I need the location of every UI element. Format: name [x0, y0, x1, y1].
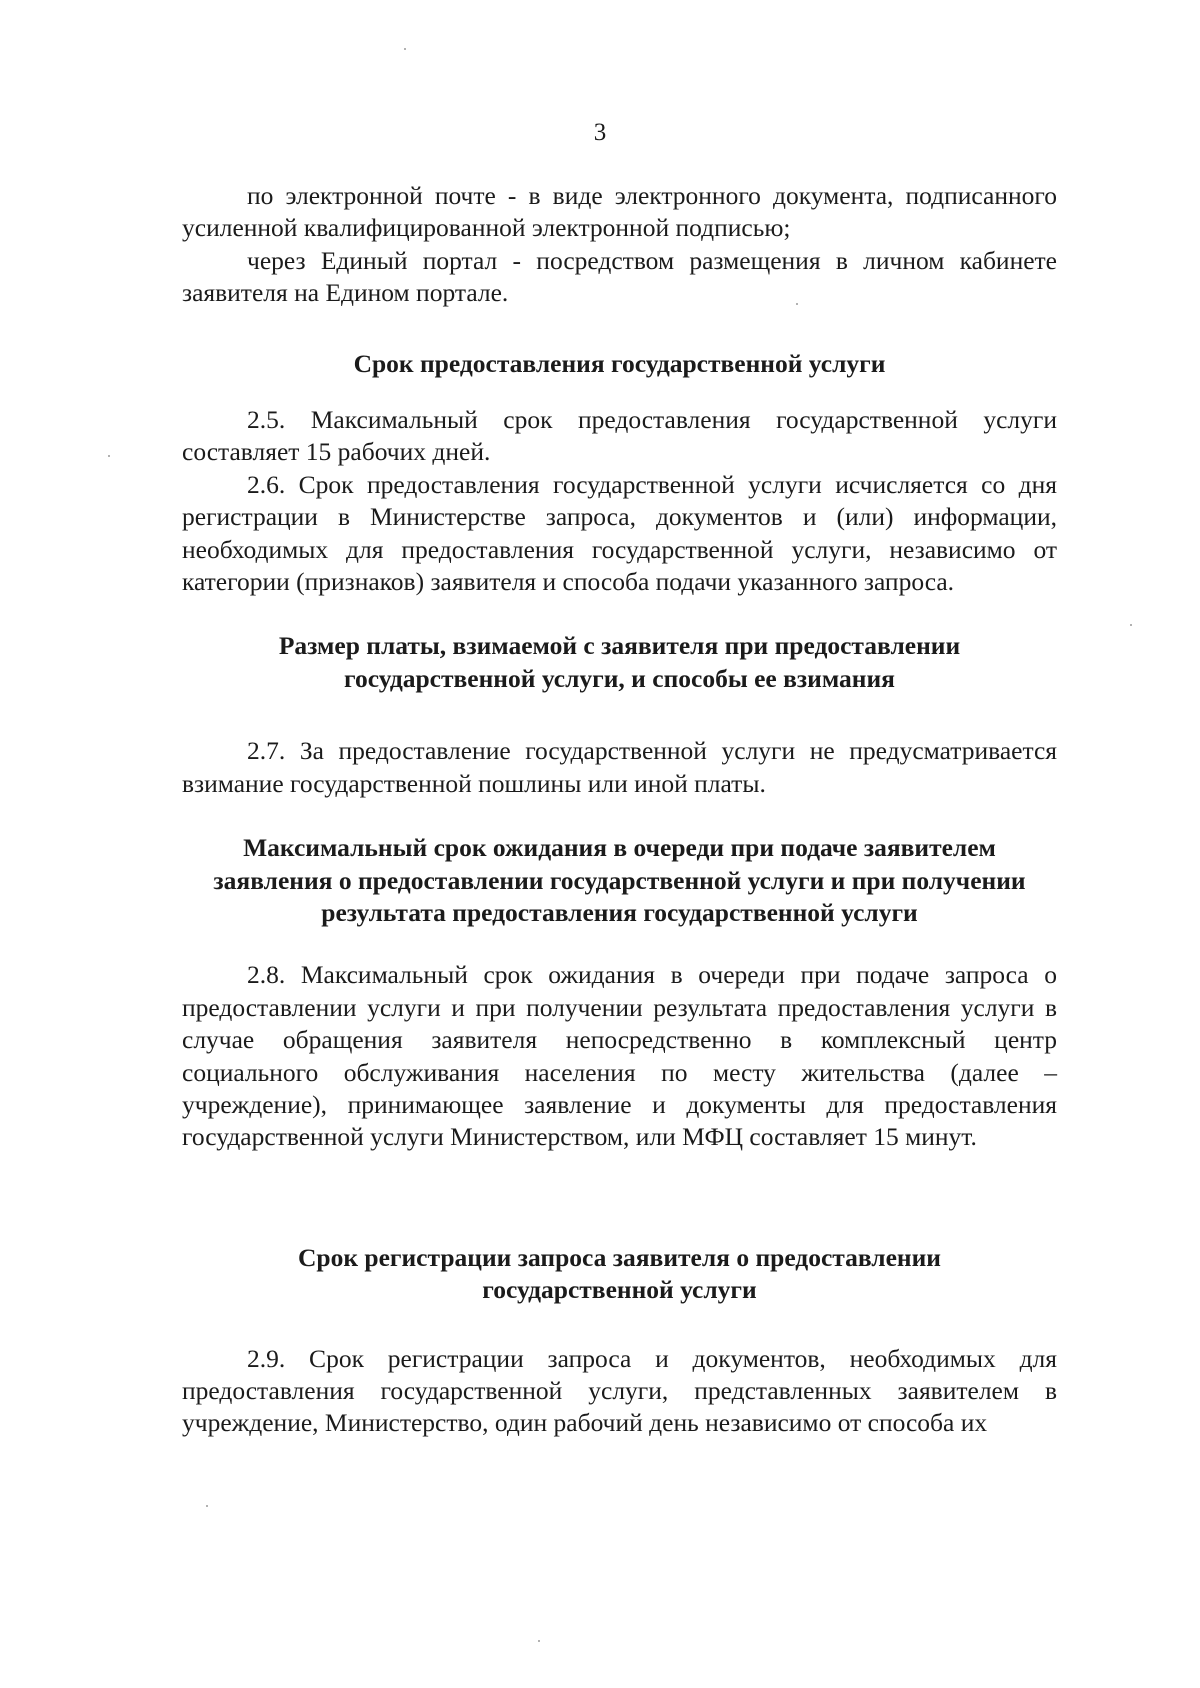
scan-speck [404, 48, 406, 50]
paragraph-2-9: 2.9. Срок регистрации запроса и документов, необходимых для предоставления государственной услуги, представленных заявителем в учреждение, Министерство, один рабочий день независимо от способа их [182, 1343, 1057, 1438]
paragraph-portal-delivery: через Единый портал - посредством размещения в личном кабинете заявителя на Едином портале. [182, 245, 1057, 308]
document-body [182, 180, 1057, 1440]
heading-line: Максимальный срок ожидания в очереди при подаче заявителем [243, 833, 996, 863]
scan-speck [108, 455, 110, 457]
heading-line: государственной услуги [482, 1275, 757, 1305]
heading-line: заявления о предоставлении государственной услуги и при получении [213, 865, 1026, 895]
section-heading-fee [182, 630, 1057, 695]
heading-line: Размер платы, взимаемой с заявителя при предоставлении [278, 631, 961, 661]
paragraph-2-6: 2.6. Срок предоставления государственной услуги исчисляется со дня регистрации в Министерстве запроса, документов и (или) информации, необходимых для предоставления государственной услуги, независимо от категории (признаков) заявителя и способа подачи указанного запроса. [182, 469, 1057, 597]
paragraph-email-delivery: по электронной почте - в виде электронного документа, подписанного усиленной квалифицированной электронной подписью; [182, 181, 1057, 243]
paragraph-2-8: 2.8. Максимальный срок ожидания в очереди при подаче запроса о предоставлении услуги и при получении результата предоставления услуги в случае обращения заявителя непосредственно в комплексный центр социального обслуживания населения по месту жительства (далее – учреждение), принимающее заявление и документы для предоставления государственной услуги Министерством, или МФЦ составляет 15 минут. [182, 960, 1057, 1152]
section-heading-service-term [182, 348, 1057, 380]
scan-speck [206, 1505, 208, 1507]
section-heading-registration-term [182, 1242, 1057, 1307]
section-heading-queue-time [182, 832, 1057, 929]
heading-line: Срок регистрации запроса заявителя о предоставлении [297, 1242, 942, 1272]
paragraph-2-5: 2.5. Максимальный срок предоставления государственной услуги составляет 15 рабочих дней. [182, 405, 1057, 467]
paragraph-2-7: 2.7. За предоставление государственной услуги не предусматривается взимание государственной пошлины или иной платы. [182, 736, 1057, 798]
heading-line: Срок предоставления государственной услуги [353, 348, 886, 378]
page-number: 3 [593, 119, 607, 146]
heading-line: результата предоставления государственной услуги [321, 897, 918, 927]
scan-speck [538, 1640, 540, 1642]
scan-speck [1130, 624, 1132, 626]
heading-line: государственной услуги, и способы ее взимания [344, 663, 895, 693]
